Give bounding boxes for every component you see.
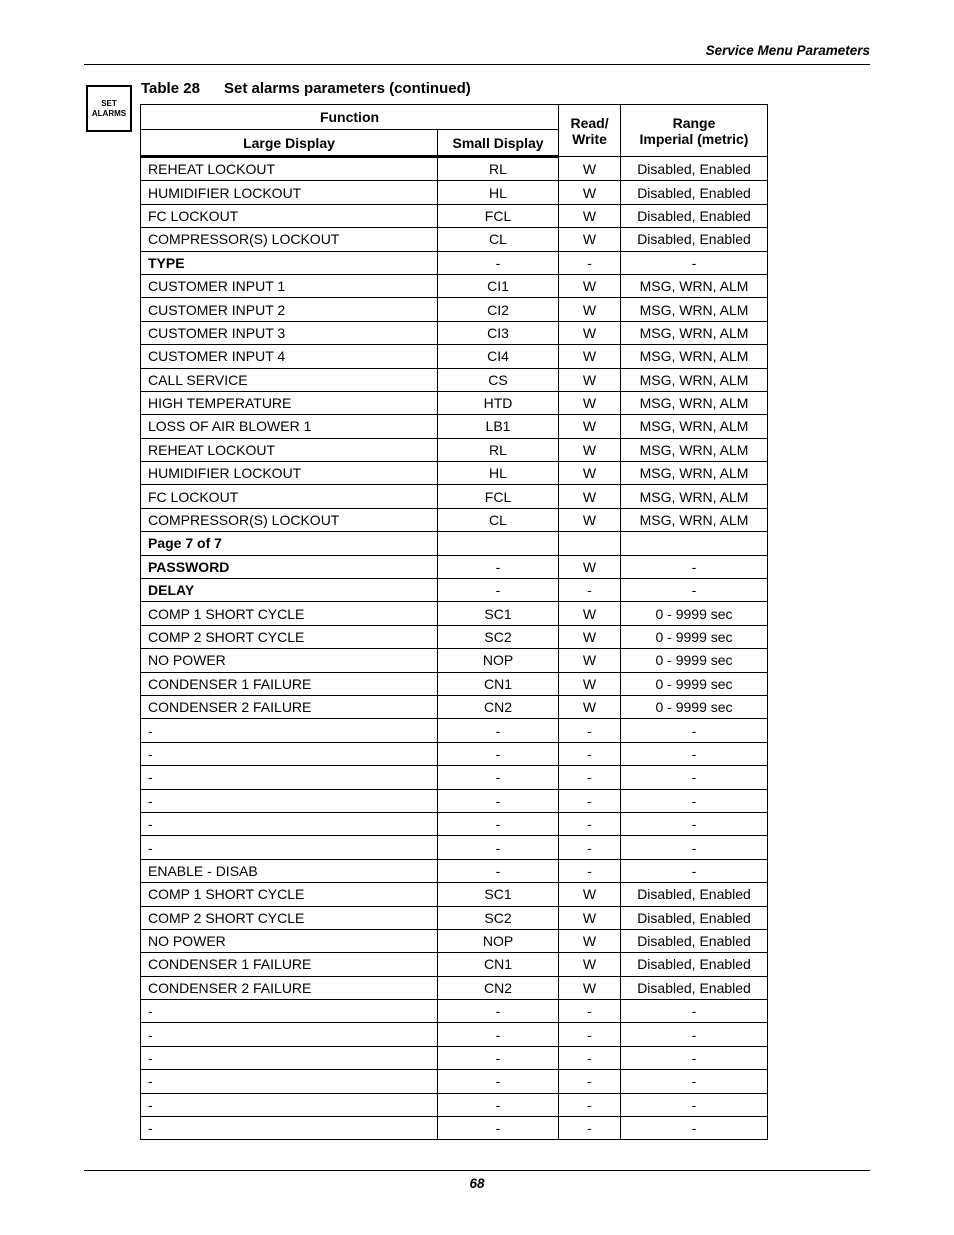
- range-cell: 0 - 9999 sec: [621, 649, 768, 672]
- read-write-cell: -: [559, 1023, 621, 1046]
- side-tab-line1: SET: [101, 98, 117, 108]
- small-display-cell: -: [438, 579, 559, 602]
- range-cell: [621, 532, 768, 555]
- table-row: [141, 415, 768, 438]
- read-write-cell: W: [559, 204, 621, 227]
- read-write-cell: -: [559, 1000, 621, 1023]
- read-write-cell: W: [559, 415, 621, 438]
- range-cell: MSG, WRN, ALM: [621, 274, 768, 297]
- table-row: [141, 157, 768, 181]
- table-row: [141, 1070, 768, 1093]
- table-row: [141, 719, 768, 742]
- range-cell: Disabled, Enabled: [621, 204, 768, 227]
- footer-rule: [84, 1170, 870, 1171]
- table-row: [141, 462, 768, 485]
- read-write-cell: -: [559, 742, 621, 765]
- table-row: [141, 345, 768, 368]
- read-write-cell: W: [559, 649, 621, 672]
- large-display-cell: -: [141, 1117, 438, 1140]
- small-display-cell: CL: [438, 228, 559, 251]
- small-display-cell: HL: [438, 181, 559, 204]
- small-display-cell: -: [438, 859, 559, 882]
- table-row: [141, 812, 768, 835]
- read-write-cell: W: [559, 274, 621, 297]
- large-display-cell: CUSTOMER INPUT 2: [141, 298, 438, 321]
- range-cell: 0 - 9999 sec: [621, 602, 768, 625]
- range-cell: Disabled, Enabled: [621, 906, 768, 929]
- read-write-cell: -: [559, 836, 621, 859]
- small-display-cell: -: [438, 812, 559, 835]
- set-alarms-side-tab: [86, 85, 132, 132]
- table-row: [141, 672, 768, 695]
- large-display-cell: -: [141, 1046, 438, 1069]
- read-write-cell: W: [559, 672, 621, 695]
- large-display-cell: CUSTOMER INPUT 3: [141, 321, 438, 344]
- range-cell: -: [621, 742, 768, 765]
- read-write-cell: -: [559, 766, 621, 789]
- table-row: [141, 204, 768, 227]
- range-cell: -: [621, 812, 768, 835]
- small-display-cell: SC1: [438, 883, 559, 906]
- parameters-table: [140, 104, 768, 1140]
- small-display-cell: CN1: [438, 953, 559, 976]
- large-display-cell: FC LOCKOUT: [141, 485, 438, 508]
- range-cell: Disabled, Enabled: [621, 953, 768, 976]
- large-display-cell: Page 7 of 7: [141, 532, 438, 555]
- small-display-cell: CS: [438, 368, 559, 391]
- read-write-cell: W: [559, 602, 621, 625]
- table-row: [141, 625, 768, 648]
- small-display-cell: -: [438, 789, 559, 812]
- large-display-cell: -: [141, 742, 438, 765]
- small-display-cell: RL: [438, 438, 559, 461]
- read-write-cell: -: [559, 719, 621, 742]
- table-row: [141, 953, 768, 976]
- range-cell: Disabled, Enabled: [621, 976, 768, 999]
- table-title: Set alarms parameters (continued): [224, 80, 471, 97]
- read-write-cell: W: [559, 438, 621, 461]
- read-write-cell: W: [559, 391, 621, 414]
- small-display-cell: CI4: [438, 345, 559, 368]
- table-row: [141, 555, 768, 578]
- table-row: [141, 836, 768, 859]
- read-write-cell: W: [559, 953, 621, 976]
- small-display-cell: -: [438, 1070, 559, 1093]
- read-write-cell: -: [559, 251, 621, 274]
- small-display-cell: CI1: [438, 274, 559, 297]
- range-cell: MSG, WRN, ALM: [621, 462, 768, 485]
- small-display-cell: -: [438, 1046, 559, 1069]
- large-display-cell: NO POWER: [141, 929, 438, 952]
- range-cell: -: [621, 1000, 768, 1023]
- large-display-cell: HIGH TEMPERATURE: [141, 391, 438, 414]
- table-row: [141, 929, 768, 952]
- small-display-cell: -: [438, 555, 559, 578]
- large-display-cell: -: [141, 1000, 438, 1023]
- table-row: [141, 602, 768, 625]
- large-display-cell: CONDENSER 1 FAILURE: [141, 953, 438, 976]
- small-display-cell: -: [438, 766, 559, 789]
- range-cell: -: [621, 251, 768, 274]
- range-cell: MSG, WRN, ALM: [621, 321, 768, 344]
- table-row: [141, 1000, 768, 1023]
- small-display-cell: CN1: [438, 672, 559, 695]
- large-display-cell: COMPRESSOR(S) LOCKOUT: [141, 228, 438, 251]
- read-write-cell: -: [559, 789, 621, 812]
- small-display-cell: FCL: [438, 204, 559, 227]
- table-row: [141, 883, 768, 906]
- small-display-cell: [438, 532, 559, 555]
- large-display-cell: HUMIDIFIER LOCKOUT: [141, 181, 438, 204]
- range-cell: Disabled, Enabled: [621, 181, 768, 204]
- read-write-cell: W: [559, 625, 621, 648]
- page-number: 68: [469, 1176, 485, 1191]
- side-tab-line2: ALARMS: [91, 108, 127, 118]
- range-cell: -: [621, 1093, 768, 1116]
- table-row: [141, 532, 768, 555]
- table-row: [141, 789, 768, 812]
- large-display-header: Large Display: [141, 130, 438, 157]
- large-display-cell: COMP 2 SHORT CYCLE: [141, 625, 438, 648]
- range-cell: -: [621, 719, 768, 742]
- large-display-cell: -: [141, 719, 438, 742]
- read-write-cell: -: [559, 1070, 621, 1093]
- table-row: [141, 1117, 768, 1140]
- read-write-cell: W: [559, 181, 621, 204]
- table-row: [141, 274, 768, 297]
- table-row: [141, 976, 768, 999]
- small-display-cell: -: [438, 1093, 559, 1116]
- read-write-cell: W: [559, 695, 621, 718]
- small-display-cell: SC2: [438, 906, 559, 929]
- large-display-cell: -: [141, 812, 438, 835]
- small-display-cell: CN2: [438, 695, 559, 718]
- large-display-cell: REHEAT LOCKOUT: [141, 438, 438, 461]
- small-display-cell: -: [438, 1117, 559, 1140]
- large-display-cell: TYPE: [141, 251, 438, 274]
- large-display-cell: -: [141, 1093, 438, 1116]
- large-display-cell: REHEAT LOCKOUT: [141, 157, 438, 181]
- large-display-cell: NO POWER: [141, 649, 438, 672]
- range-cell: Disabled, Enabled: [621, 883, 768, 906]
- read-write-cell: W: [559, 906, 621, 929]
- range-header: [621, 105, 768, 157]
- range-cell: MSG, WRN, ALM: [621, 485, 768, 508]
- read-write-cell: -: [559, 812, 621, 835]
- large-display-cell: CONDENSER 1 FAILURE: [141, 672, 438, 695]
- read-write-cell: W: [559, 368, 621, 391]
- large-display-cell: -: [141, 789, 438, 812]
- range-cell: -: [621, 836, 768, 859]
- table-row: [141, 508, 768, 531]
- range-cell: Disabled, Enabled: [621, 929, 768, 952]
- table-row: [141, 1023, 768, 1046]
- read-write-cell: W: [559, 321, 621, 344]
- range-header-line2: Imperial (metric): [639, 130, 749, 147]
- large-display-cell: FC LOCKOUT: [141, 204, 438, 227]
- large-display-cell: -: [141, 1070, 438, 1093]
- table-row: [141, 251, 768, 274]
- table-row: [141, 742, 768, 765]
- range-cell: MSG, WRN, ALM: [621, 391, 768, 414]
- small-display-cell: CI2: [438, 298, 559, 321]
- table-row: [141, 321, 768, 344]
- small-display-cell: FCL: [438, 485, 559, 508]
- table-body: [141, 157, 768, 1140]
- large-display-cell: DELAY: [141, 579, 438, 602]
- large-display-cell: CONDENSER 2 FAILURE: [141, 976, 438, 999]
- range-cell: -: [621, 1070, 768, 1093]
- range-cell: MSG, WRN, ALM: [621, 508, 768, 531]
- table-row: [141, 485, 768, 508]
- read-write-cell: W: [559, 508, 621, 531]
- small-display-cell: CN2: [438, 976, 559, 999]
- read-write-cell: -: [559, 859, 621, 882]
- read-write-cell: W: [559, 298, 621, 321]
- small-display-cell: -: [438, 742, 559, 765]
- read-write-cell: W: [559, 555, 621, 578]
- large-display-cell: HUMIDIFIER LOCKOUT: [141, 462, 438, 485]
- range-cell: Disabled, Enabled: [621, 157, 768, 181]
- range-cell: -: [621, 1046, 768, 1069]
- range-cell: MSG, WRN, ALM: [621, 345, 768, 368]
- function-header: Function: [141, 105, 559, 130]
- table-row: [141, 906, 768, 929]
- range-cell: MSG, WRN, ALM: [621, 438, 768, 461]
- large-display-cell: CUSTOMER INPUT 4: [141, 345, 438, 368]
- read-write-cell: -: [559, 1046, 621, 1069]
- table-row: [141, 766, 768, 789]
- table-number: Table 28: [141, 80, 200, 97]
- small-display-cell: SC1: [438, 602, 559, 625]
- small-display-cell: -: [438, 1023, 559, 1046]
- large-display-cell: LOSS OF AIR BLOWER 1: [141, 415, 438, 438]
- table-row: [141, 695, 768, 718]
- small-display-cell: -: [438, 251, 559, 274]
- range-cell: -: [621, 555, 768, 578]
- table-row: [141, 298, 768, 321]
- large-display-cell: -: [141, 836, 438, 859]
- table-row: [141, 391, 768, 414]
- read-write-cell: W: [559, 485, 621, 508]
- range-cell: MSG, WRN, ALM: [621, 368, 768, 391]
- table-row: [141, 1046, 768, 1069]
- read-write-cell: -: [559, 1093, 621, 1116]
- range-cell: -: [621, 789, 768, 812]
- large-display-cell: CUSTOMER INPUT 1: [141, 274, 438, 297]
- table-row: [141, 438, 768, 461]
- range-cell: -: [621, 1023, 768, 1046]
- read-write-cell: W: [559, 976, 621, 999]
- range-header-line1: Range: [672, 114, 716, 131]
- header-rule: [84, 64, 870, 65]
- table-row: [141, 228, 768, 251]
- read-write-cell: W: [559, 929, 621, 952]
- small-display-cell: SC2: [438, 625, 559, 648]
- table-row: [141, 859, 768, 882]
- range-cell: -: [621, 766, 768, 789]
- small-display-cell: HTD: [438, 391, 559, 414]
- large-display-cell: COMP 2 SHORT CYCLE: [141, 906, 438, 929]
- read-write-header-line2: Write: [572, 130, 607, 147]
- small-display-cell: NOP: [438, 929, 559, 952]
- read-write-cell: W: [559, 345, 621, 368]
- read-write-cell: W: [559, 883, 621, 906]
- table-row: [141, 1093, 768, 1116]
- range-cell: -: [621, 859, 768, 882]
- large-display-cell: CONDENSER 2 FAILURE: [141, 695, 438, 718]
- read-write-header: [559, 105, 621, 157]
- table-row: [141, 368, 768, 391]
- small-display-cell: HL: [438, 462, 559, 485]
- running-header-title: Service Menu Parameters: [705, 43, 870, 58]
- large-display-cell: COMP 1 SHORT CYCLE: [141, 602, 438, 625]
- small-display-header: Small Display: [438, 130, 559, 157]
- table-caption: [141, 80, 471, 97]
- table-row: [141, 649, 768, 672]
- read-write-cell: [559, 532, 621, 555]
- large-display-cell: PASSWORD: [141, 555, 438, 578]
- read-write-cell: -: [559, 1117, 621, 1140]
- small-display-cell: -: [438, 1000, 559, 1023]
- small-display-cell: RL: [438, 157, 559, 181]
- small-display-cell: CL: [438, 508, 559, 531]
- small-display-cell: LB1: [438, 415, 559, 438]
- small-display-cell: -: [438, 719, 559, 742]
- large-display-cell: COMPRESSOR(S) LOCKOUT: [141, 508, 438, 531]
- large-display-cell: ENABLE - DISAB: [141, 859, 438, 882]
- range-cell: Disabled, Enabled: [621, 228, 768, 251]
- table-row: [141, 181, 768, 204]
- range-cell: -: [621, 579, 768, 602]
- large-display-cell: -: [141, 766, 438, 789]
- read-write-cell: W: [559, 228, 621, 251]
- range-cell: MSG, WRN, ALM: [621, 298, 768, 321]
- read-write-header-line1: Read/: [570, 114, 609, 131]
- range-cell: 0 - 9999 sec: [621, 672, 768, 695]
- small-display-cell: CI3: [438, 321, 559, 344]
- range-cell: 0 - 9999 sec: [621, 695, 768, 718]
- large-display-cell: COMP 1 SHORT CYCLE: [141, 883, 438, 906]
- large-display-cell: CALL SERVICE: [141, 368, 438, 391]
- small-display-cell: -: [438, 836, 559, 859]
- small-display-cell: NOP: [438, 649, 559, 672]
- range-cell: -: [621, 1117, 768, 1140]
- range-cell: MSG, WRN, ALM: [621, 415, 768, 438]
- table-row: [141, 579, 768, 602]
- read-write-cell: -: [559, 579, 621, 602]
- read-write-cell: W: [559, 462, 621, 485]
- large-display-cell: -: [141, 1023, 438, 1046]
- range-cell: 0 - 9999 sec: [621, 625, 768, 648]
- read-write-cell: W: [559, 157, 621, 181]
